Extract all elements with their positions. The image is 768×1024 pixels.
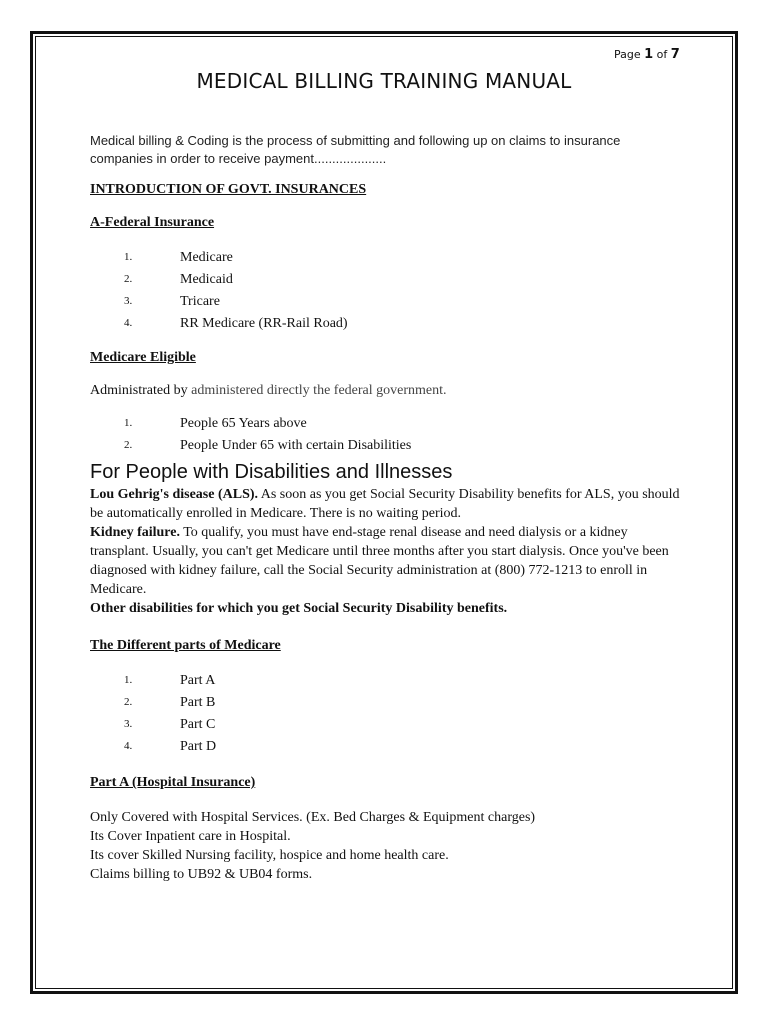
list-item: 2. Medicaid [124, 271, 233, 287]
list-item: 2. Part B [124, 694, 216, 710]
list-item: 4. Part D [124, 738, 217, 754]
list-item: 2. People Under 65 with certain Disabilities [124, 437, 412, 453]
medicare-parts-list [90, 669, 680, 757]
federal-insurance-heading: A-Federal Insurance [90, 215, 215, 230]
kidney-paragraph: Kidney failure. To qualify, you must have end-stage renal disease and need dialysis or a kidney transplant. Usually, you can't get Medicare until three months after you start dialysis. Once you've been diagnosed with kidney failure, call the Social Security administration at (800) 772-1213 to enroll in Medicare. [90, 525, 669, 597]
disabilities-heading: For People with Disabilities and Illnesses [90, 461, 453, 483]
disabilities-section [90, 485, 680, 618]
page-number: Page 1 of 7 [614, 47, 680, 62]
eligibility-list [90, 412, 680, 456]
part-a-line: Only Covered with Hospital Services. (Ex. Bed Charges & Equipment charges) [90, 810, 536, 825]
list-item: 1. Medicare [124, 249, 233, 265]
list-item: 1. Part A [124, 672, 216, 688]
medicare-parts-heading: The Different parts of Medicare [90, 638, 281, 653]
federal-insurance-list [90, 246, 680, 334]
medicare-eligible-heading: Medicare Eligible [90, 350, 196, 365]
govt-insurances-heading: INTRODUCTION OF GOVT. INSURANCES [90, 182, 367, 197]
list-item: 3. Part C [124, 716, 216, 732]
other-disabilities-line: Other disabilities for which you get Social Security Disability benefits. [90, 601, 508, 616]
administrated-by-line: Administrated by administered directly the federal government. [90, 383, 447, 398]
list-item: 1. People 65 Years above [124, 415, 307, 431]
part-a-line: Its cover Skilled Nursing facility, hospice and home health care. [90, 848, 449, 863]
part-a-line: Its Cover Inpatient care in Hospital. [90, 829, 291, 844]
part-a-heading: Part A (Hospital Insurance) [90, 775, 256, 790]
list-item: 4. RR Medicare (RR-Rail Road) [124, 315, 348, 331]
part-a-section [90, 808, 680, 884]
intro-paragraph: Medical billing & Coding is the process of submitting and following up on claims to insurance companies in order to receive payment.................... [90, 133, 621, 166]
document-title: MEDICAL BILLING TRAINING MANUAL [196, 69, 572, 93]
part-a-line: Claims billing to UB92 & UB04 forms. [90, 867, 313, 882]
document-body [90, 132, 680, 884]
list-item: 3. Tricare [124, 293, 220, 309]
als-paragraph: Lou Gehrig's disease (ALS). As soon as you get Social Security Disability benefits for ALS, you should be automatically enrolled in Medicare. There is no waiting period. [90, 487, 680, 521]
